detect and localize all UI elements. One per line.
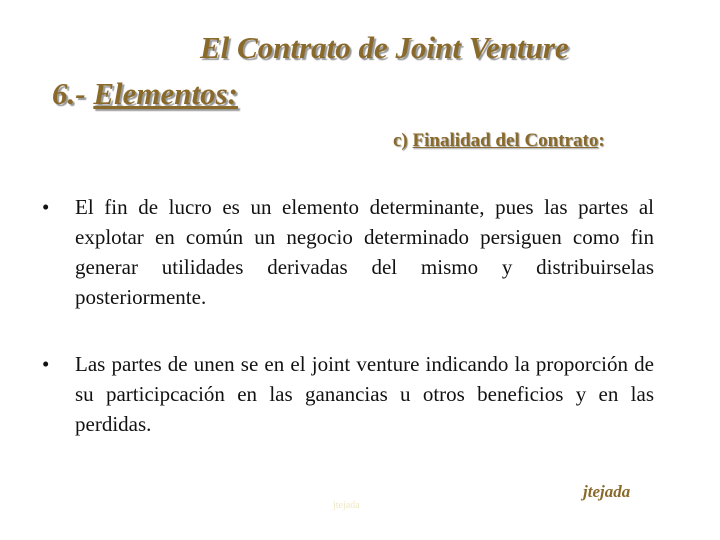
section-colon: :	[598, 130, 605, 151]
faint-footer-text: jtejada	[333, 500, 360, 511]
bullet-text: Las partes de unen se en el joint venture indicando la proporción de su participcación en las ganancias u otros beneficios y en las perdidas.	[75, 352, 654, 436]
subtitle-number: 6.-	[52, 76, 94, 111]
slide-subtitle	[52, 76, 238, 112]
subtitle-heading: Elementos:	[93, 76, 238, 111]
slide-title: El Contrato de Joint Venture	[200, 30, 569, 65]
bullet-text: El fin de lucro es un elemento determinante, pues las partes al explotar en común un negocio determinado persiguen como fin generar utilidades derivadas del mismo y distribuirselas posteriormente.	[75, 195, 654, 309]
section-heading	[393, 130, 605, 152]
bullet-list	[42, 192, 654, 439]
bullet-dot-icon: •	[42, 195, 50, 219]
section-letter: c)	[393, 130, 413, 151]
author-signature: jtejada	[583, 482, 631, 501]
bullet-item	[42, 349, 654, 439]
section-title: Finalidad del Contrato	[412, 130, 599, 151]
bullet-dot-icon: •	[42, 352, 50, 376]
bullet-item	[42, 192, 654, 312]
